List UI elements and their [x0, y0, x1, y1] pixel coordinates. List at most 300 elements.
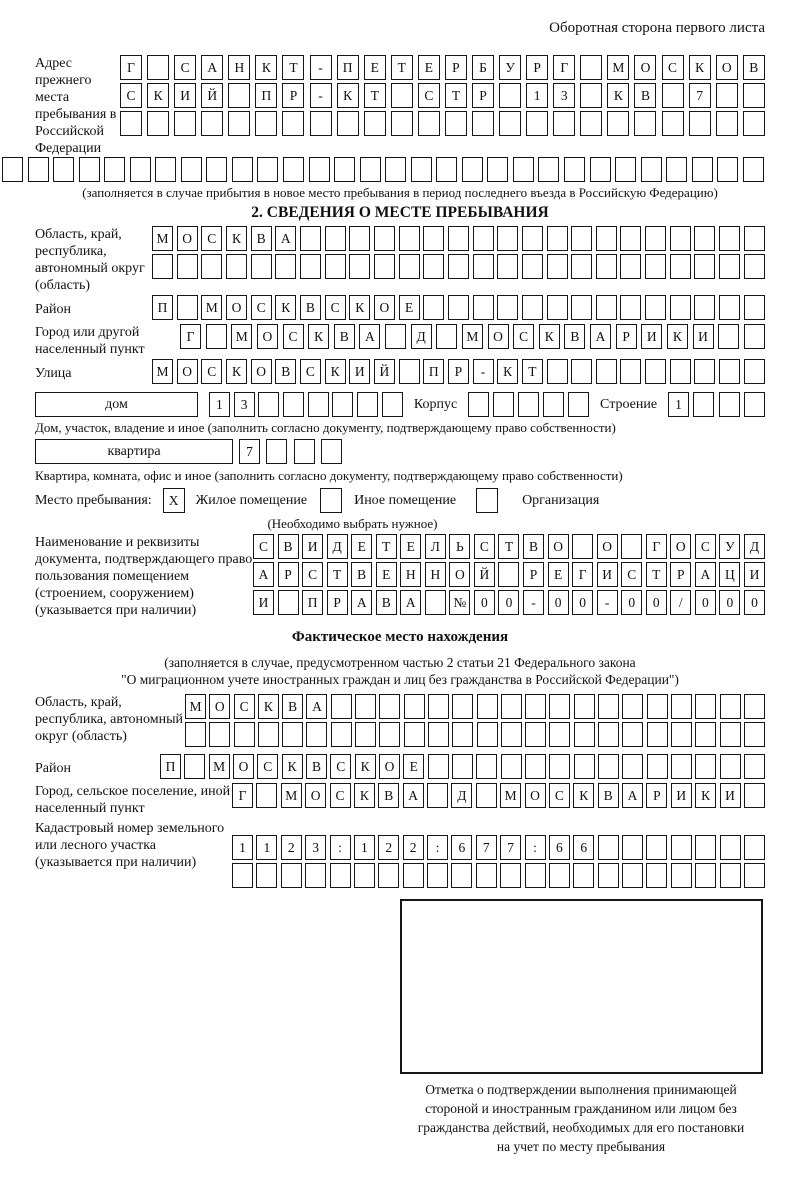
grid-cell[interactable] — [256, 863, 277, 888]
grid-cell[interactable]: 2 — [403, 835, 424, 860]
grid-cell[interactable]: И — [641, 324, 662, 349]
grid-cell[interactable] — [499, 111, 521, 136]
grid-cell[interactable] — [543, 392, 564, 417]
grid-cell[interactable] — [28, 157, 49, 182]
grid-cell[interactable]: 7 — [239, 439, 260, 464]
grid-cell[interactable]: К — [147, 83, 169, 108]
grid-cell[interactable] — [310, 111, 332, 136]
grid-cell[interactable] — [177, 295, 198, 320]
grid-cell[interactable]: Р — [523, 562, 544, 587]
grid-cell[interactable]: 0 — [646, 590, 667, 615]
grid-cell[interactable] — [620, 359, 641, 384]
grid-cell[interactable]: Р — [526, 55, 548, 80]
grid-cell[interactable]: 7 — [500, 835, 521, 860]
grid-cell[interactable]: С — [120, 83, 142, 108]
grid-cell[interactable] — [452, 694, 473, 719]
grid-cell[interactable] — [598, 694, 619, 719]
grid-cell[interactable]: 1 — [209, 392, 230, 417]
grid-cell[interactable] — [476, 783, 497, 808]
grid-cell[interactable]: М — [201, 295, 222, 320]
grid-cell[interactable]: П — [152, 295, 173, 320]
grid-cell[interactable] — [364, 111, 386, 136]
grid-cell[interactable]: О — [597, 534, 618, 559]
grid-cell[interactable] — [155, 157, 176, 182]
grid-cell[interactable]: Е — [399, 295, 420, 320]
grid-cell[interactable] — [716, 111, 738, 136]
grid-cell[interactable]: И — [349, 359, 370, 384]
grid-cell[interactable]: 1 — [232, 835, 253, 860]
grid-cell[interactable]: - — [310, 55, 332, 80]
grid-cell[interactable]: Г — [572, 562, 593, 587]
grid-cell[interactable]: С — [330, 783, 351, 808]
grid-cell[interactable] — [590, 157, 611, 182]
grid-cell[interactable] — [468, 392, 489, 417]
grid-cell[interactable] — [309, 157, 330, 182]
grid-cell[interactable] — [374, 226, 395, 251]
grid-cell[interactable] — [670, 359, 691, 384]
grid-cell[interactable]: О — [525, 783, 546, 808]
grid-cell[interactable]: Л — [425, 534, 446, 559]
grid-cell[interactable]: Т — [498, 534, 519, 559]
grid-cell[interactable]: В — [378, 783, 399, 808]
grid-cell[interactable]: Е — [403, 754, 424, 779]
grid-cell[interactable]: С — [474, 534, 495, 559]
grid-cell[interactable]: С — [174, 55, 196, 80]
grid-cell[interactable] — [744, 324, 765, 349]
grid-cell[interactable] — [744, 295, 765, 320]
grid-cell[interactable]: № — [449, 590, 470, 615]
grid-cell[interactable] — [79, 157, 100, 182]
grid-cell[interactable] — [360, 157, 381, 182]
grid-cell[interactable] — [382, 392, 403, 417]
grid-cell[interactable]: Т — [445, 83, 467, 108]
grid-cell[interactable] — [580, 55, 602, 80]
grid-cell[interactable]: К — [695, 783, 716, 808]
grid-cell[interactable]: П — [302, 590, 323, 615]
grid-cell[interactable] — [404, 694, 425, 719]
grid-cell[interactable] — [255, 111, 277, 136]
grid-cell[interactable]: Г — [646, 534, 667, 559]
grid-cell[interactable] — [538, 157, 559, 182]
grid-cell[interactable] — [283, 392, 304, 417]
grid-cell[interactable] — [718, 324, 739, 349]
grid-cell[interactable] — [720, 835, 741, 860]
grid-cell[interactable]: 1 — [668, 392, 689, 417]
grid-cell[interactable]: 0 — [621, 590, 642, 615]
grid-cell[interactable]: 6 — [451, 835, 472, 860]
grid-cell[interactable]: А — [351, 590, 372, 615]
grid-cell[interactable] — [547, 226, 568, 251]
grid-cell[interactable] — [596, 254, 617, 279]
grid-cell[interactable]: М — [185, 694, 206, 719]
grid-cell[interactable] — [206, 157, 227, 182]
grid-cell[interactable] — [411, 157, 432, 182]
grid-cell[interactable] — [720, 863, 741, 888]
grid-cell[interactable] — [695, 722, 716, 747]
grid-cell[interactable] — [720, 694, 741, 719]
grid-cell[interactable] — [662, 83, 684, 108]
grid-cell[interactable]: - — [597, 590, 618, 615]
grid-cell[interactable]: В — [351, 562, 372, 587]
grid-cell[interactable] — [306, 722, 327, 747]
grid-cell[interactable] — [300, 254, 321, 279]
grid-cell[interactable]: Н — [228, 55, 250, 80]
grid-cell[interactable] — [104, 157, 125, 182]
grid-cell[interactable]: Н — [425, 562, 446, 587]
grid-cell[interactable] — [403, 863, 424, 888]
grid-cell[interactable]: 1 — [256, 835, 277, 860]
grid-cell[interactable] — [719, 392, 740, 417]
grid-cell[interactable]: С — [300, 359, 321, 384]
grid-cell[interactable]: : — [427, 835, 448, 860]
grid-cell[interactable]: Е — [400, 534, 421, 559]
grid-cell[interactable]: С — [695, 534, 716, 559]
grid-cell[interactable] — [331, 722, 352, 747]
grid-cell[interactable]: О — [305, 783, 326, 808]
grid-cell[interactable] — [473, 295, 494, 320]
grid-cell[interactable] — [497, 226, 518, 251]
grid-cell[interactable] — [499, 83, 521, 108]
grid-cell[interactable]: В — [634, 83, 656, 108]
grid-cell[interactable] — [695, 754, 716, 779]
grid-cell[interactable] — [337, 111, 359, 136]
grid-cell[interactable] — [278, 590, 299, 615]
grid-cell[interactable] — [258, 392, 279, 417]
grid-cell[interactable] — [281, 863, 302, 888]
grid-cell[interactable] — [647, 754, 668, 779]
grid-cell[interactable]: В — [598, 783, 619, 808]
grid-cell[interactable]: А — [590, 324, 611, 349]
grid-cell[interactable] — [379, 722, 400, 747]
grid-cell[interactable]: М — [607, 55, 629, 80]
grid-cell[interactable] — [695, 835, 716, 860]
grid-cell[interactable]: Е — [351, 534, 372, 559]
grid-cell[interactable] — [152, 254, 173, 279]
grid-cell[interactable]: К — [226, 226, 247, 251]
grid-cell[interactable] — [621, 534, 642, 559]
grid-cell[interactable]: Ь — [449, 534, 470, 559]
grid-cell[interactable]: А — [695, 562, 716, 587]
grid-cell[interactable]: Г — [180, 324, 201, 349]
grid-cell[interactable] — [547, 295, 568, 320]
grid-cell[interactable] — [694, 295, 715, 320]
grid-cell[interactable] — [385, 157, 406, 182]
grid-cell[interactable]: К — [282, 754, 303, 779]
grid-cell[interactable] — [719, 295, 740, 320]
grid-cell[interactable]: 7 — [476, 835, 497, 860]
grid-cell[interactable]: Д — [327, 534, 348, 559]
grid-cell[interactable] — [2, 157, 23, 182]
grid-cell[interactable]: Д — [411, 324, 432, 349]
grid-cell[interactable] — [744, 722, 765, 747]
grid-cell[interactable] — [427, 783, 448, 808]
grid-cell[interactable]: А — [253, 562, 274, 587]
grid-cell[interactable] — [719, 226, 740, 251]
grid-cell[interactable]: Н — [400, 562, 421, 587]
grid-cell[interactable] — [615, 157, 636, 182]
grid-cell[interactable] — [445, 111, 467, 136]
grid-cell[interactable] — [598, 863, 619, 888]
grid-cell[interactable]: К — [275, 295, 296, 320]
grid-cell[interactable]: О — [374, 295, 395, 320]
grid-cell[interactable] — [477, 722, 498, 747]
grid-cell[interactable] — [641, 157, 662, 182]
grid-cell[interactable]: 0 — [498, 590, 519, 615]
grid-cell[interactable]: И — [253, 590, 274, 615]
grid-cell[interactable] — [201, 111, 223, 136]
grid-cell[interactable] — [228, 111, 250, 136]
grid-cell[interactable] — [717, 157, 738, 182]
grid-cell[interactable]: О — [226, 295, 247, 320]
grid-cell[interactable] — [522, 295, 543, 320]
grid-cell[interactable] — [378, 863, 399, 888]
grid-cell[interactable] — [670, 295, 691, 320]
grid-cell[interactable] — [177, 254, 198, 279]
mesto-checkbox-zhiloe[interactable]: X — [163, 488, 185, 513]
grid-cell[interactable]: В — [523, 534, 544, 559]
grid-cell[interactable]: А — [403, 783, 424, 808]
grid-cell[interactable]: У — [719, 534, 740, 559]
grid-cell[interactable]: С — [549, 783, 570, 808]
grid-cell[interactable] — [518, 392, 539, 417]
grid-cell[interactable]: С — [418, 83, 440, 108]
grid-cell[interactable] — [234, 722, 255, 747]
grid-cell[interactable] — [743, 83, 765, 108]
grid-cell[interactable] — [462, 157, 483, 182]
grid-cell[interactable] — [716, 83, 738, 108]
grid-cell[interactable]: А — [306, 694, 327, 719]
grid-cell[interactable] — [522, 254, 543, 279]
grid-cell[interactable]: 0 — [695, 590, 716, 615]
grid-cell[interactable] — [201, 254, 222, 279]
grid-cell[interactable] — [232, 157, 253, 182]
grid-cell[interactable]: С — [621, 562, 642, 587]
grid-cell[interactable] — [349, 226, 370, 251]
grid-cell[interactable] — [695, 863, 716, 888]
grid-cell[interactable] — [564, 157, 585, 182]
grid-cell[interactable]: П — [423, 359, 444, 384]
grid-cell[interactable]: С — [253, 534, 274, 559]
grid-cell[interactable] — [501, 722, 522, 747]
grid-cell[interactable] — [185, 722, 206, 747]
grid-cell[interactable]: О — [233, 754, 254, 779]
grid-cell[interactable] — [598, 722, 619, 747]
grid-cell[interactable] — [720, 754, 741, 779]
grid-cell[interactable]: О — [488, 324, 509, 349]
grid-cell[interactable] — [423, 226, 444, 251]
grid-cell[interactable] — [622, 754, 643, 779]
grid-cell[interactable] — [634, 111, 656, 136]
grid-cell[interactable] — [522, 226, 543, 251]
grid-cell[interactable]: И — [174, 83, 196, 108]
grid-cell[interactable] — [525, 694, 546, 719]
grid-cell[interactable]: С — [201, 226, 222, 251]
grid-cell[interactable]: 0 — [719, 590, 740, 615]
grid-cell[interactable]: С — [330, 754, 351, 779]
grid-cell[interactable] — [448, 254, 469, 279]
grid-cell[interactable]: С — [201, 359, 222, 384]
grid-cell[interactable] — [694, 359, 715, 384]
grid-cell[interactable] — [385, 324, 406, 349]
grid-cell[interactable] — [451, 863, 472, 888]
grid-cell[interactable]: А — [622, 783, 643, 808]
grid-cell[interactable]: С — [302, 562, 323, 587]
grid-cell[interactable]: М — [152, 359, 173, 384]
grid-cell[interactable] — [476, 754, 497, 779]
grid-cell[interactable]: 1 — [354, 835, 375, 860]
grid-cell[interactable]: Д — [451, 783, 472, 808]
grid-cell[interactable]: Д — [744, 534, 765, 559]
grid-cell[interactable] — [596, 359, 617, 384]
grid-cell[interactable]: Р — [445, 55, 467, 80]
grid-cell[interactable] — [399, 226, 420, 251]
grid-cell[interactable] — [744, 835, 765, 860]
grid-cell[interactable] — [174, 111, 196, 136]
grid-cell[interactable] — [120, 111, 142, 136]
grid-cell[interactable]: Б — [472, 55, 494, 80]
grid-cell[interactable]: К — [573, 783, 594, 808]
grid-cell[interactable] — [620, 226, 641, 251]
grid-cell[interactable]: М — [209, 754, 230, 779]
grid-cell[interactable] — [305, 863, 326, 888]
grid-cell[interactable] — [256, 783, 277, 808]
grid-cell[interactable]: Й — [374, 359, 395, 384]
grid-cell[interactable]: В — [306, 754, 327, 779]
grid-cell[interactable] — [349, 254, 370, 279]
grid-cell[interactable] — [427, 863, 448, 888]
grid-cell[interactable]: А — [201, 55, 223, 80]
grid-cell[interactable] — [53, 157, 74, 182]
grid-cell[interactable]: О — [177, 359, 198, 384]
grid-cell[interactable] — [448, 295, 469, 320]
grid-cell[interactable]: С — [325, 295, 346, 320]
grid-cell[interactable]: К — [349, 295, 370, 320]
grid-cell[interactable] — [620, 254, 641, 279]
grid-cell[interactable] — [452, 722, 473, 747]
grid-cell[interactable] — [695, 694, 716, 719]
grid-cell[interactable] — [671, 863, 692, 888]
grid-cell[interactable] — [571, 359, 592, 384]
grid-cell[interactable] — [666, 157, 687, 182]
grid-cell[interactable] — [574, 694, 595, 719]
grid-cell[interactable]: Т — [646, 562, 667, 587]
grid-cell[interactable] — [526, 111, 548, 136]
grid-cell[interactable]: Р — [670, 562, 691, 587]
grid-cell[interactable]: К — [607, 83, 629, 108]
confirmation-stamp-box[interactable] — [400, 899, 763, 1074]
grid-cell[interactable]: 3 — [234, 392, 255, 417]
grid-cell[interactable]: Т — [522, 359, 543, 384]
grid-cell[interactable] — [282, 111, 304, 136]
grid-cell[interactable] — [580, 111, 602, 136]
grid-cell[interactable] — [300, 226, 321, 251]
grid-cell[interactable]: Й — [201, 83, 223, 108]
grid-cell[interactable]: Т — [282, 55, 304, 80]
grid-cell[interactable] — [321, 439, 342, 464]
grid-cell[interactable] — [498, 562, 519, 587]
grid-cell[interactable] — [670, 226, 691, 251]
grid-cell[interactable]: К — [337, 83, 359, 108]
grid-cell[interactable] — [620, 295, 641, 320]
grid-cell[interactable]: С — [251, 295, 272, 320]
grid-cell[interactable] — [266, 439, 287, 464]
grid-cell[interactable] — [553, 111, 575, 136]
grid-cell[interactable]: О — [716, 55, 738, 80]
grid-cell[interactable] — [744, 754, 765, 779]
grid-cell[interactable] — [622, 835, 643, 860]
grid-cell[interactable] — [671, 722, 692, 747]
grid-cell[interactable]: Т — [364, 83, 386, 108]
grid-cell[interactable] — [357, 392, 378, 417]
grid-cell[interactable] — [743, 111, 765, 136]
grid-cell[interactable]: Е — [376, 562, 397, 587]
grid-cell[interactable] — [719, 254, 740, 279]
grid-cell[interactable]: А — [400, 590, 421, 615]
grid-cell[interactable]: П — [255, 83, 277, 108]
grid-cell[interactable] — [646, 863, 667, 888]
grid-cell[interactable]: Т — [327, 562, 348, 587]
grid-cell[interactable] — [549, 694, 570, 719]
grid-cell[interactable]: Т — [391, 55, 413, 80]
grid-cell[interactable] — [325, 226, 346, 251]
grid-cell[interactable]: 0 — [572, 590, 593, 615]
grid-cell[interactable]: М — [152, 226, 173, 251]
grid-cell[interactable] — [428, 722, 449, 747]
grid-cell[interactable] — [181, 157, 202, 182]
grid-cell[interactable] — [571, 226, 592, 251]
grid-cell[interactable] — [598, 754, 619, 779]
grid-cell[interactable]: 6 — [573, 835, 594, 860]
grid-cell[interactable] — [671, 835, 692, 860]
grid-cell[interactable] — [391, 111, 413, 136]
grid-cell[interactable] — [549, 722, 570, 747]
grid-cell[interactable] — [379, 694, 400, 719]
grid-cell[interactable] — [607, 111, 629, 136]
grid-cell[interactable] — [448, 226, 469, 251]
grid-cell[interactable]: Р — [646, 783, 667, 808]
grid-cell[interactable] — [258, 722, 279, 747]
grid-cell[interactable] — [399, 254, 420, 279]
grid-cell[interactable] — [423, 254, 444, 279]
grid-cell[interactable]: К — [539, 324, 560, 349]
grid-cell[interactable] — [622, 863, 643, 888]
grid-cell[interactable] — [671, 754, 692, 779]
grid-cell[interactable] — [743, 157, 764, 182]
grid-cell[interactable]: О — [449, 562, 470, 587]
grid-cell[interactable] — [549, 754, 570, 779]
grid-cell[interactable] — [692, 157, 713, 182]
grid-cell[interactable] — [476, 863, 497, 888]
grid-cell[interactable] — [428, 694, 449, 719]
grid-cell[interactable]: О — [379, 754, 400, 779]
grid-cell[interactable] — [501, 754, 522, 779]
grid-cell[interactable] — [719, 359, 740, 384]
grid-cell[interactable]: 0 — [474, 590, 495, 615]
grid-cell[interactable] — [571, 254, 592, 279]
grid-cell[interactable]: 3 — [553, 83, 575, 108]
grid-cell[interactable]: И — [720, 783, 741, 808]
grid-cell[interactable] — [596, 226, 617, 251]
grid-cell[interactable]: 0 — [548, 590, 569, 615]
grid-cell[interactable] — [671, 694, 692, 719]
grid-cell[interactable]: : — [330, 835, 351, 860]
grid-cell[interactable] — [130, 157, 151, 182]
grid-cell[interactable] — [744, 226, 765, 251]
grid-cell[interactable]: - — [473, 359, 494, 384]
grid-cell[interactable]: И — [671, 783, 692, 808]
grid-cell[interactable] — [282, 722, 303, 747]
grid-cell[interactable]: 7 — [689, 83, 711, 108]
